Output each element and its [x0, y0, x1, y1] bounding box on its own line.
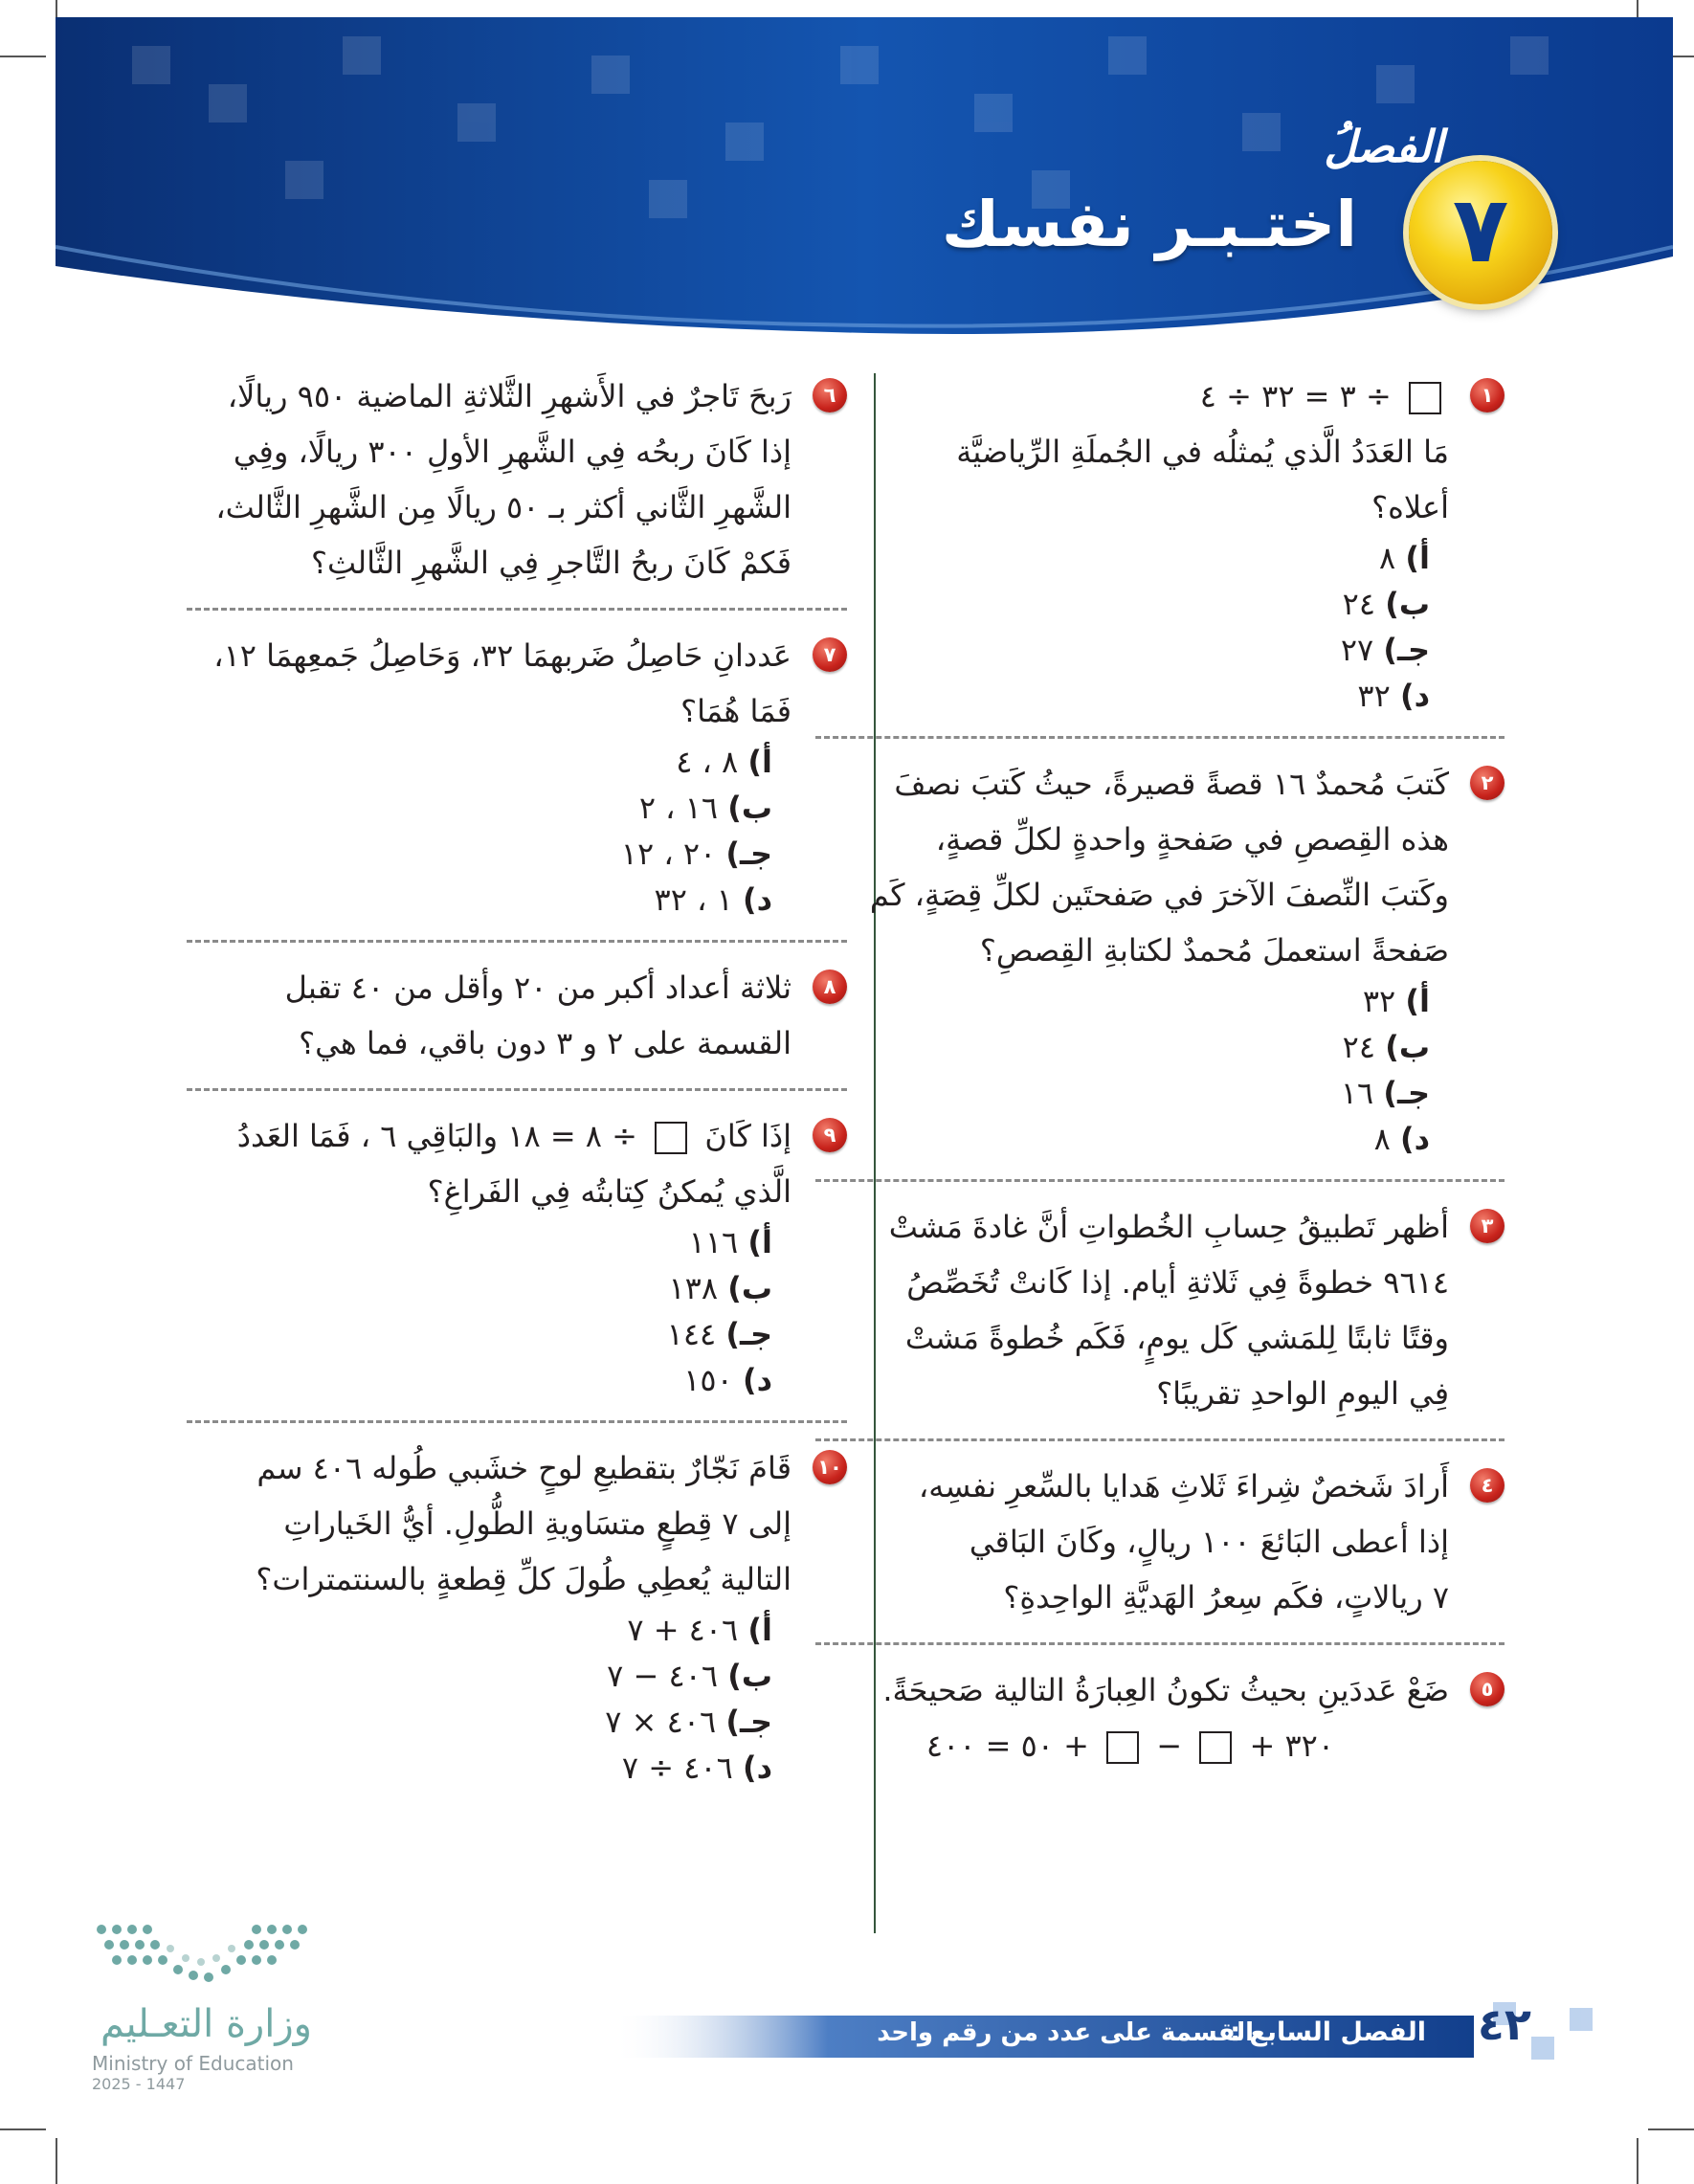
dashed-separator [815, 1438, 1505, 1441]
page-title: اختـبـر نفسك [941, 188, 1357, 261]
crop-mark [0, 56, 46, 57]
question-text: ثلاثة أعداد أكبر من ٢٠ وأقل من ٤٠ تقبل [284, 969, 791, 1006]
footer-chapter-label: الفصل السابع : [1230, 2017, 1426, 2047]
question-text: إذا كَانَ ربحُه فِي الشَّهرِ الأولِ ٣٠٠ ريالًا، وفِي [233, 434, 791, 470]
question-text: إذَا كَانَ ÷ ٨ = ١٨ والبَاقِي ٦ ، فَمَا العَددُ [236, 1118, 791, 1154]
question-text: وكَتبَ النِّصفَ الآخرَ في صَفحتَين لكلِّ قِصَةٍ، كَم [869, 877, 1449, 913]
question-text: عَددانِ حَاصِلُ ضَربهمَا ٣٢، وَحَاصِلُ جَمعِهمَا ١٢، [213, 637, 791, 674]
option-c[interactable]: جـ) ١٦ [1340, 1075, 1430, 1111]
page-footer [613, 1989, 1608, 2081]
ministry-logo [92, 1920, 312, 2093]
dashed-separator [187, 1088, 847, 1091]
option-d[interactable]: د) ٣٢ [1357, 678, 1430, 714]
dashed-separator [815, 736, 1505, 739]
options-list [815, 978, 1449, 1162]
question-number: ١٠ [813, 1450, 847, 1484]
dashed-separator [815, 1179, 1505, 1182]
questions-column-right [815, 368, 1505, 1773]
question-text: ضَعْ عَددَينِ بحيثُ تكونُ العِبارَةُ التالية صَحيحَةً. [882, 1672, 1449, 1708]
option-a[interactable]: أ) ٤٠٦ + ٧ [627, 1612, 772, 1648]
question-text: فَمَا هُمَا؟ [680, 693, 791, 729]
question-text: فِي اليومِ الواحدِ تقريبًا؟ [1156, 1375, 1449, 1412]
ministry-name-arabic: وزارة التعـليم [100, 2002, 312, 2046]
options-list [815, 535, 1449, 719]
question-text: قَامَ نَجّارٌ بتقطيعِ لوحٍ خشَبي طُوله ٤٠٦ سم [256, 1450, 791, 1486]
crop-mark [56, 2138, 57, 2184]
question-text: رَبحَ تَاجرٌ في الأَشهرِ الثَّلاثةِ الماضية ٩٥٠ ريالًا، [227, 378, 791, 414]
blank-box-1[interactable] [1199, 1731, 1232, 1764]
option-b[interactable]: ب) ٢٤ [1342, 586, 1430, 622]
option-c[interactable]: جـ) ٢٧ [1340, 632, 1430, 668]
blank-box[interactable] [655, 1122, 687, 1154]
question-number: ١ [1470, 378, 1505, 412]
question-text: كَتبَ مُحمدٌ ١٦ قصةً قصيرةً، حيثُ كَتبَ نصفَ [894, 766, 1449, 802]
question-text: مَا العَدَدُ الَّذي يُمثلُه في الجُملَةِ الرِّياضيَّة [956, 434, 1449, 470]
chapter-header [56, 17, 1673, 343]
option-b[interactable]: ب) ٢٤ [1342, 1029, 1430, 1065]
question-number: ٤ [1470, 1468, 1505, 1503]
question-equation: ٣٢٠ + − + ٥٠ = ٤٠٠ [925, 1727, 1334, 1764]
question-text: إذا أعطى البَائعَ ١٠٠ ريالٍ، وكَانَ البَاقي [969, 1524, 1449, 1560]
option-d[interactable]: د) ١٥٠ [683, 1362, 772, 1398]
question-2 [815, 756, 1505, 1162]
page-number: ٤٢ [1477, 1998, 1531, 2050]
option-b[interactable]: ب) ١٦ ، ٢ [638, 790, 772, 826]
options-list [187, 1607, 791, 1791]
option-b[interactable]: ب) ١٣٨ [668, 1270, 772, 1306]
question-text: الَّذي يُمكنُ كِتابتُه فِي الفَراغِ؟ [427, 1173, 791, 1210]
blank-box-2[interactable] [1106, 1731, 1139, 1764]
question-3 [815, 1199, 1505, 1421]
crop-mark [1648, 2128, 1694, 2130]
question-number: ٩ [813, 1118, 847, 1152]
question-text: فَكمْ كَانَ ربحُ التَّاجرِ فِي الشَّهرِ الثَّالثِ؟ [310, 545, 791, 581]
option-a[interactable]: أ) ٣٢ [1362, 983, 1430, 1019]
chapter-number-badge [1409, 161, 1552, 304]
question-text: أظهر تَطبيقُ حِسابِ الخُطواتِ أنَّ غادةَ مَشتْ [888, 1209, 1449, 1245]
option-d[interactable]: د) ١ ، ٣٢ [654, 881, 772, 918]
question-number: ٣ [1470, 1209, 1505, 1243]
chapter-number: ٧ [1452, 176, 1509, 283]
option-a[interactable]: أ) ١١٦ [688, 1224, 772, 1260]
question-text: صَفحةً استعملَ مُحمدٌ لكتابةِ القِصصِ؟ [979, 932, 1449, 969]
question-number: ٦ [813, 378, 847, 412]
question-1 [815, 368, 1505, 719]
dashed-separator [815, 1642, 1505, 1645]
option-c[interactable]: جـ) ١٤٤ [666, 1316, 772, 1352]
question-text: وقتًا ثابتًا لِلمَشي كَل يومٍ، فَكَم خُطوةً مَشتْ [904, 1320, 1449, 1356]
question-4 [815, 1459, 1505, 1625]
question-number: ٧ [813, 637, 847, 672]
question-text: التالية يُعطِي طُولَ كلِّ قِطعةٍ بالسنتمترات؟ [256, 1561, 791, 1597]
dashed-separator [187, 1420, 847, 1423]
question-10 [187, 1440, 847, 1791]
question-number: ٥ [1470, 1672, 1505, 1706]
dashed-separator [187, 940, 847, 943]
option-a[interactable]: أ) ٨ ، ٤ [676, 744, 772, 780]
question-text: أَرادَ شَخصٌ شِراءَ ثَلاثِ هَدايا بالسِّعرِ نفسِه، [918, 1468, 1449, 1504]
ministry-year: 2025 - 1447 [92, 2075, 186, 2093]
question-text: أعلاه؟ [1371, 489, 1449, 525]
ministry-name-english: Ministry of Education [92, 2052, 294, 2075]
questions-column-left [187, 368, 847, 1791]
question-text: القسمة على ٢ و ٣ دون باقي، فما هي؟ [299, 1025, 791, 1061]
question-text: الشَّهرِ الثَّاني أكثر بـ ٥٠ ريالًا مِن الشَّهرِ الثَّالث، [215, 489, 791, 525]
question-9 [187, 1108, 847, 1403]
question-number: ٨ [813, 969, 847, 1004]
crop-mark [1637, 2138, 1638, 2184]
blank-box [1409, 382, 1441, 414]
option-c[interactable]: جـ) ٤٠٦ × ٧ [605, 1704, 772, 1740]
option-d[interactable]: د) ٨ [1373, 1121, 1430, 1157]
question-5 [815, 1662, 1505, 1773]
option-d[interactable]: د) ٤٠٦ ÷ ٧ [621, 1749, 772, 1786]
question-text: إلى ٧ قِطعٍ متسَاويةِ الطُّولِ. أيُّ الخَياراتِ [283, 1505, 791, 1542]
question-text: هذه القِصصِ في صَفحةٍ واحدةٍ لكلِّ قصةٍ، [935, 821, 1449, 858]
ministry-logo-icon [92, 1920, 312, 1996]
question-text: ٧ ريالاتٍ، فكَم سِعرُ الهَديَّةِ الواحِدةِ؟ [1003, 1579, 1449, 1616]
options-list [187, 1219, 791, 1403]
dashed-separator [187, 608, 847, 611]
question-text: ٩٦١٤ خطوةً فِي ثَلاثةِ أيام. إذا كَانتْ تُخَصِّصُ [906, 1264, 1449, 1301]
question-7 [187, 628, 847, 923]
question-8 [187, 960, 847, 1071]
option-a[interactable]: أ) ٨ [1379, 540, 1430, 576]
question-number: ٢ [1470, 766, 1505, 800]
options-list [187, 739, 791, 923]
equation-text: ٣ = ٣٢ ÷ ٤ [1199, 378, 1356, 414]
crop-mark [0, 2128, 46, 2130]
option-c[interactable]: جـ) ٢٠ ، ١٢ [620, 836, 772, 872]
question-6 [187, 368, 847, 591]
option-b[interactable]: ب) ٤٠٦ − ٧ [607, 1658, 772, 1694]
chapter-label: الفصلُ [1324, 121, 1443, 172]
question-equation: ÷ ٣ = ٣٢ ÷ ٤ [815, 368, 1449, 424]
footer-chapter-title: القسمة على عدد من رقم واحد [877, 2018, 1254, 2047]
